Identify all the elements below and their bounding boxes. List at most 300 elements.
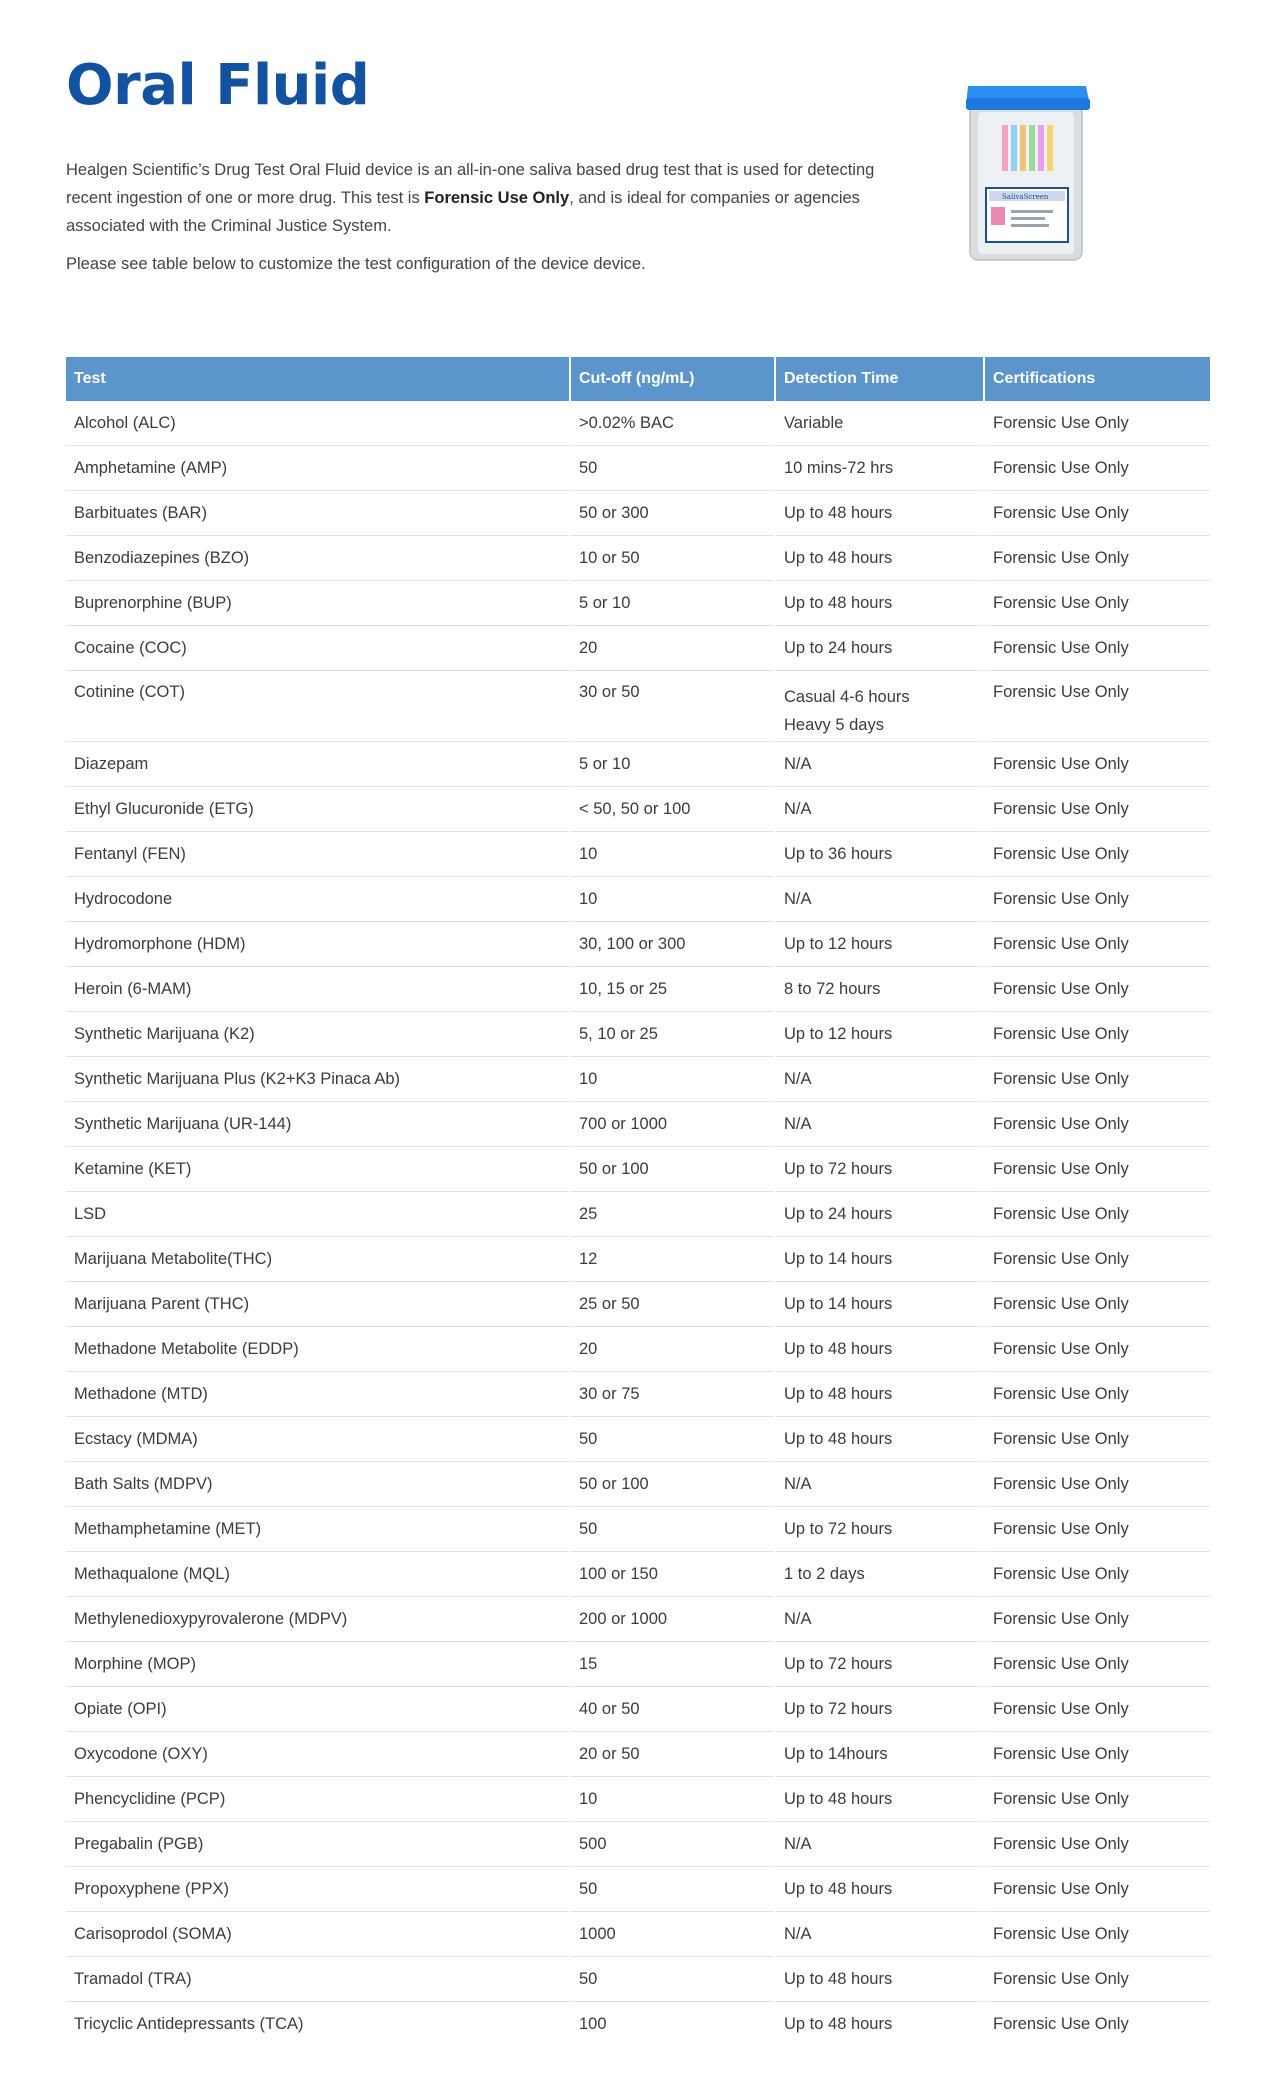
cell-certification [984,1642,1210,1687]
cell-certification [984,877,1210,922]
table-header-row [66,357,1210,401]
cell-cutoff [570,1372,775,1417]
cell-cutoff [570,832,775,877]
cell-test-text: Alcohol (ALC) [74,413,176,432]
cell-test [66,536,570,581]
cell-test-text: Marijuana Metabolite(THC) [74,1249,273,1268]
cell-cutoff-text: 30, 100 or 300 [579,934,686,953]
cell-cutoff-text: 50 [579,1969,598,1988]
cell-detection-time [775,1642,984,1687]
table-row [66,1012,1210,1057]
cell-certification-text: Forensic Use Only [993,1069,1129,1088]
intro-text [66,156,876,278]
cell-cutoff-text: 10 [579,889,598,908]
cell-test-text: Hydromorphone (HDM) [74,934,246,953]
cell-cutoff [570,1147,775,1192]
cell-detection-time [775,832,984,877]
cell-test-text: Ketamine (KET) [74,1159,192,1178]
cell-test [66,1372,570,1417]
cell-certification-text: Forensic Use Only [993,1969,1129,1988]
cell-test-text: Hydrocodone [74,889,173,908]
table-row [66,446,1210,491]
cell-detection-time-text: Up to 14hours [784,1744,888,1763]
table-row [66,1912,1210,1957]
cell-detection-time [775,1417,984,1462]
cell-test [66,1147,570,1192]
cell-test [66,1597,570,1642]
cell-detection-time-text: N/A [784,1834,812,1853]
cell-detection-time-text: Up to 48 hours [784,1429,893,1448]
cell-certification [984,1237,1210,1282]
header-cutoff: Cut-off (ng/mL) [570,357,775,401]
cell-test [66,832,570,877]
cell-test-text: Methylenedioxypyrovalerone (MDPV) [74,1609,348,1628]
cell-test [66,1552,570,1597]
cell-detection-time [775,536,984,581]
cell-cutoff [570,1597,775,1642]
cell-detection-time [775,581,984,626]
cell-cutoff [570,967,775,1012]
cell-test-text: Fentanyl (FEN) [74,844,186,863]
cell-certification [984,1507,1210,1552]
cell-detection-time [775,967,984,1012]
cell-test [66,1912,570,1957]
cell-test [66,401,570,446]
table-row [66,967,1210,1012]
table-row [66,832,1210,877]
cell-test [66,967,570,1012]
table-row [66,1237,1210,1282]
table-row [66,626,1210,671]
cell-test [66,1507,570,1552]
cell-certification-text: Forensic Use Only [993,1204,1129,1223]
cell-cutoff [570,922,775,967]
cell-cutoff [570,671,775,742]
cell-test-text: Methaqualone (MQL) [74,1564,230,1583]
cell-cutoff-text: 20 [579,638,598,657]
cell-certification [984,787,1210,832]
cell-test [66,1732,570,1777]
cell-test-text: Buprenorphine (BUP) [74,593,232,612]
cell-detection-time [775,1507,984,1552]
cell-test-text: Synthetic Marijuana Plus (K2+K3 Pinaca Ab) [74,1069,401,1088]
cell-cutoff-text: 10 or 50 [579,548,640,567]
cell-cutoff [570,2002,775,2047]
cell-detection-time [775,1372,984,1417]
cell-certification [984,671,1210,742]
cell-detection-time-text: Up to 48 hours [784,548,893,567]
cell-detection-time-text: N/A [784,1924,812,1943]
cell-certification-text: Forensic Use Only [993,638,1129,657]
cell-detection-time [775,446,984,491]
cell-cutoff-text: 50 [579,1879,598,1898]
cell-test-text: Diazepam [74,754,149,773]
cell-detection-time-text: Up to 48 hours [784,593,893,612]
cell-cutoff-text: 12 [579,1249,598,1268]
cell-detection-time [775,491,984,536]
cell-cutoff [570,1687,775,1732]
cell-detection-time [775,1147,984,1192]
cell-certification [984,922,1210,967]
table-row [66,536,1210,581]
cell-test-text: LSD [74,1204,107,1223]
cell-cutoff [570,536,775,581]
cell-cutoff [570,581,775,626]
table-row [66,1507,1210,1552]
cell-test [66,1822,570,1867]
cell-certification [984,742,1210,787]
cell-cutoff-text: 50 or 100 [579,1159,649,1178]
cell-detection-time-text: N/A [784,1609,812,1628]
cell-cutoff-text: 200 or 1000 [579,1609,668,1628]
cell-certification-text: Forensic Use Only [993,844,1129,863]
intro-bold-phrase: Forensic Use Only [424,189,570,207]
cell-detection-time-text: Variable [784,413,844,432]
cell-detection-time [775,1687,984,1732]
cell-cutoff-text: 700 or 1000 [579,1114,668,1133]
cell-detection-time [775,787,984,832]
cell-detection-time [775,1867,984,1912]
cell-detection-time-text: Up to 48 hours [784,1789,893,1808]
cell-test [66,491,570,536]
cell-certification [984,536,1210,581]
cell-certification-text: Forensic Use Only [993,548,1129,567]
cell-detection-time-text: 1 to 2 days [784,1564,865,1583]
cell-certification [984,401,1210,446]
cell-cutoff-text: 40 or 50 [579,1699,640,1718]
cell-cutoff-text: 10 [579,1789,598,1808]
cell-detection-time-text: Up to 14 hours [784,1249,893,1268]
cell-certification [984,1057,1210,1102]
cell-cutoff-text: 1000 [579,1924,616,1943]
cell-test [66,1777,570,1822]
cell-certification-text: Forensic Use Only [993,683,1129,701]
cell-cutoff-text: 10 [579,844,598,863]
cell-certification [984,1912,1210,1957]
cell-cutoff [570,626,775,671]
cell-detection-time [775,1462,984,1507]
cell-detection-time-text: Up to 12 hours [784,1024,893,1043]
cell-detection-time-text: Up to 48 hours [784,1384,893,1403]
cell-certification [984,581,1210,626]
cell-certification-text: Forensic Use Only [993,2014,1129,2033]
cell-detection-time-text: 8 to 72 hours [784,979,881,998]
cell-test [66,877,570,922]
cell-test-text: Tramadol (TRA) [74,1969,192,1988]
cell-cutoff [570,1057,775,1102]
cell-test-text: Amphetamine (AMP) [74,458,228,477]
table-row [66,1417,1210,1462]
cell-certification [984,1327,1210,1372]
table-row [66,1192,1210,1237]
table-row [66,1462,1210,1507]
cell-certification [984,2002,1210,2047]
cell-cutoff [570,1552,775,1597]
cell-certification-text: Forensic Use Only [993,1429,1129,1448]
table-body [66,401,1210,2046]
cell-test-text: Pregabalin (PGB) [74,1834,204,1853]
cell-cutoff-text: 25 or 50 [579,1294,640,1313]
cell-detection-time [775,1282,984,1327]
cell-cutoff [570,1732,775,1777]
cell-test [66,1417,570,1462]
cell-certification-text: Forensic Use Only [993,458,1129,477]
cell-cutoff [570,1912,775,1957]
product-label: SalivaScreen [1002,193,1049,201]
cell-test [66,742,570,787]
cell-certification-text: Forensic Use Only [993,1249,1129,1268]
table-row [66,491,1210,536]
cell-test [66,1687,570,1732]
cell-certification [984,1822,1210,1867]
cell-test [66,1867,570,1912]
cell-test [66,1012,570,1057]
cell-certification [984,1957,1210,2002]
cell-detection-time-text: Up to 48 hours [784,1969,893,1988]
cell-detection-time [775,1192,984,1237]
cell-certification [984,1552,1210,1597]
cell-detection-time [775,1327,984,1372]
cell-detection-time-text: Up to 72 hours [784,1654,893,1673]
cell-certification-text: Forensic Use Only [993,593,1129,612]
cell-test-text: Cotinine (COT) [74,683,185,701]
cell-certification [984,491,1210,536]
cell-detection-time-text: Up to 72 hours [784,1699,893,1718]
cell-test [66,1642,570,1687]
cell-certification-text: Forensic Use Only [993,1654,1129,1673]
cell-detection-time-text: Casual 4-6 hours [784,688,910,706]
cell-cutoff-text: 30 or 50 [579,683,640,701]
cell-test [66,626,570,671]
table-row [66,787,1210,832]
cell-cutoff-text: 50 [579,458,598,477]
cell-certification [984,1777,1210,1822]
cell-certification-text: Forensic Use Only [993,799,1129,818]
cell-certification [984,626,1210,671]
cell-certification [984,832,1210,877]
cell-certification-text: Forensic Use Only [993,503,1129,522]
table-row [66,1552,1210,1597]
table-row [66,922,1210,967]
cell-certification-text: Forensic Use Only [993,754,1129,773]
cell-detection-time-text: Up to 48 hours [784,1879,893,1898]
cell-detection-time-text: N/A [784,799,812,818]
cell-test [66,1192,570,1237]
cell-certification-text: Forensic Use Only [993,1474,1129,1493]
table-row [66,1777,1210,1822]
cell-test-text: Marijuana Parent (THC) [74,1294,250,1313]
cell-detection-time [775,1237,984,1282]
cell-detection-time [775,626,984,671]
cell-cutoff-text: 50 [579,1429,598,1448]
cell-test-text: Synthetic Marijuana (K2) [74,1024,255,1043]
table-row [66,1327,1210,1372]
cell-detection-time-text: Up to 48 hours [784,1339,893,1358]
drug-test-table [66,357,1210,2046]
page-title: Oral Fluid [66,53,370,118]
table-row [66,671,1210,742]
cell-cutoff-text: 15 [579,1654,598,1673]
table-row [66,742,1210,787]
cell-test-text: Morphine (MOP) [74,1654,196,1673]
cell-detection-time [775,1957,984,2002]
intro-instructions: Please see table below to customize the test configuration of the device device. [66,255,646,273]
cell-detection-time-text: Up to 24 hours [784,638,893,657]
cell-test-text: Tricyclic Antidepressants (TCA) [74,2014,304,2033]
cell-certification-text: Forensic Use Only [993,1924,1129,1943]
cell-detection-time-text: Up to 24 hours [784,1204,893,1223]
cell-cutoff-text: >0.02% BAC [579,413,674,432]
cell-test-text: Carisoprodol (SOMA) [74,1924,232,1943]
cell-test-text: Methamphetamine (MET) [74,1519,262,1538]
cell-test [66,1462,570,1507]
cell-cutoff-text: 500 [579,1834,607,1853]
cell-test-text: Heroin (6-MAM) [74,979,192,998]
cell-certification-text: Forensic Use Only [993,1114,1129,1133]
cell-test [66,446,570,491]
cell-test [66,1957,570,2002]
cell-test-text: Phencyclidine (PCP) [74,1789,226,1808]
cell-cutoff [570,1642,775,1687]
cell-test-text: Cocaine (COC) [74,638,187,657]
cell-test [66,1102,570,1147]
cell-certification [984,446,1210,491]
cell-cutoff [570,1282,775,1327]
cell-detection-time [775,1102,984,1147]
cell-cutoff [570,1327,775,1372]
cell-detection-time [775,877,984,922]
cell-cutoff-text: 100 [579,2014,607,2033]
cell-certification-text: Forensic Use Only [993,1879,1129,1898]
cell-cutoff-text: 50 [579,1519,598,1538]
table-row [66,1102,1210,1147]
table-row [66,1642,1210,1687]
cell-detection-time-line2: Heavy 5 days [784,716,884,734]
cell-detection-time [775,1822,984,1867]
cell-detection-time-text: Up to 14 hours [784,1294,893,1313]
cell-certification-text: Forensic Use Only [993,1699,1129,1718]
cell-certification-text: Forensic Use Only [993,1159,1129,1178]
cell-certification [984,1192,1210,1237]
cell-detection-time-text: N/A [784,754,812,773]
cell-certification [984,1462,1210,1507]
cell-test-text: Benzodiazepines (BZO) [74,548,250,567]
cell-cutoff [570,1957,775,2002]
cell-test-text: Ethyl Glucuronide (ETG) [74,799,254,818]
cell-detection-time-text: Up to 12 hours [784,934,893,953]
intro-text-start: Healgen Scientific’s Drug Test Oral Fluid device is an all-in-one saliva based drug test that is used for detecting recent ingestion of one or more drug. This test is [66,161,875,207]
cell-cutoff-text: 100 or 150 [579,1564,658,1583]
cell-test-text: Synthetic Marijuana (UR-144) [74,1114,292,1133]
cell-cutoff-text: 5 or 10 [579,593,631,612]
table-row [66,1057,1210,1102]
cell-certification [984,1867,1210,1912]
cell-test [66,922,570,967]
cell-cutoff-text: 10, 15 or 25 [579,979,668,998]
cell-certification [984,1417,1210,1462]
cell-certification [984,1102,1210,1147]
cell-certification-text: Forensic Use Only [993,934,1129,953]
cell-certification-text: Forensic Use Only [993,1024,1129,1043]
table-row [66,1687,1210,1732]
cell-detection-time [775,671,984,742]
cell-certification-text: Forensic Use Only [993,1564,1129,1583]
cell-certification [984,967,1210,1012]
cell-cutoff [570,446,775,491]
table-row [66,1372,1210,1417]
cell-detection-time-text: Up to 48 hours [784,2014,893,2033]
cell-detection-time [775,401,984,446]
cell-detection-time [775,922,984,967]
cell-test [66,1237,570,1282]
cell-detection-time-text: N/A [784,1069,812,1088]
table-row [66,581,1210,626]
cell-certification-text: Forensic Use Only [993,1519,1129,1538]
cell-certification-text: Forensic Use Only [993,1339,1129,1358]
cell-certification [984,1372,1210,1417]
cell-certification-text: Forensic Use Only [993,1834,1129,1853]
cell-test [66,581,570,626]
cell-detection-time [775,1912,984,1957]
cell-test-text: Methadone (MTD) [74,1384,208,1403]
cell-cutoff-text: 20 [579,1339,598,1358]
cell-test [66,2002,570,2047]
cell-test [66,671,570,742]
cell-test-text: Barbituates (BAR) [74,503,207,522]
cell-detection-time [775,2002,984,2047]
cell-cutoff [570,1822,775,1867]
cell-test-text: Ecstacy (MDMA) [74,1429,198,1448]
cell-cutoff-text: 25 [579,1204,598,1223]
cell-detection-time [775,742,984,787]
table-row [66,2002,1210,2047]
cell-certification [984,1012,1210,1057]
cell-cutoff-text: 30 or 75 [579,1384,640,1403]
cell-cutoff-text: 5, 10 or 25 [579,1024,658,1043]
intro-text-end: , and is ideal for companies or agencies associated with the Criminal Justice System. [66,189,860,235]
cell-cutoff [570,401,775,446]
cell-test-text: Bath Salts (MDPV) [74,1474,213,1493]
table-row [66,1597,1210,1642]
cell-certification-text: Forensic Use Only [993,979,1129,998]
cell-cutoff-text: < 50, 50 or 100 [579,799,691,818]
cell-certification-text: Forensic Use Only [993,413,1129,432]
cell-detection-time [775,1552,984,1597]
cell-detection-time [775,1777,984,1822]
cell-certification [984,1597,1210,1642]
cell-certification [984,1282,1210,1327]
cell-detection-time-text: N/A [784,1474,812,1493]
cell-cutoff [570,1777,775,1822]
header-detection-time: Detection Time [775,357,984,401]
cell-certification-text: Forensic Use Only [993,1789,1129,1808]
cell-cutoff [570,1417,775,1462]
cell-certification-text: Forensic Use Only [993,1609,1129,1628]
cell-test [66,787,570,832]
cell-test-text: Propoxyphene (PPX) [74,1879,230,1898]
cell-test-text: Methadone Metabolite (EDDP) [74,1339,299,1358]
cell-cutoff [570,877,775,922]
cell-cutoff-text: 5 or 10 [579,754,631,773]
cell-cutoff [570,1507,775,1552]
cell-cutoff-text: 50 or 300 [579,503,649,522]
table-row [66,1867,1210,1912]
cell-detection-time-text: Up to 72 hours [784,1519,893,1538]
cell-cutoff [570,1012,775,1057]
cell-certification-text: Forensic Use Only [993,889,1129,908]
cell-detection-time-text: 10 mins-72 hrs [784,458,894,477]
cell-detection-time-text: Up to 48 hours [784,503,893,522]
